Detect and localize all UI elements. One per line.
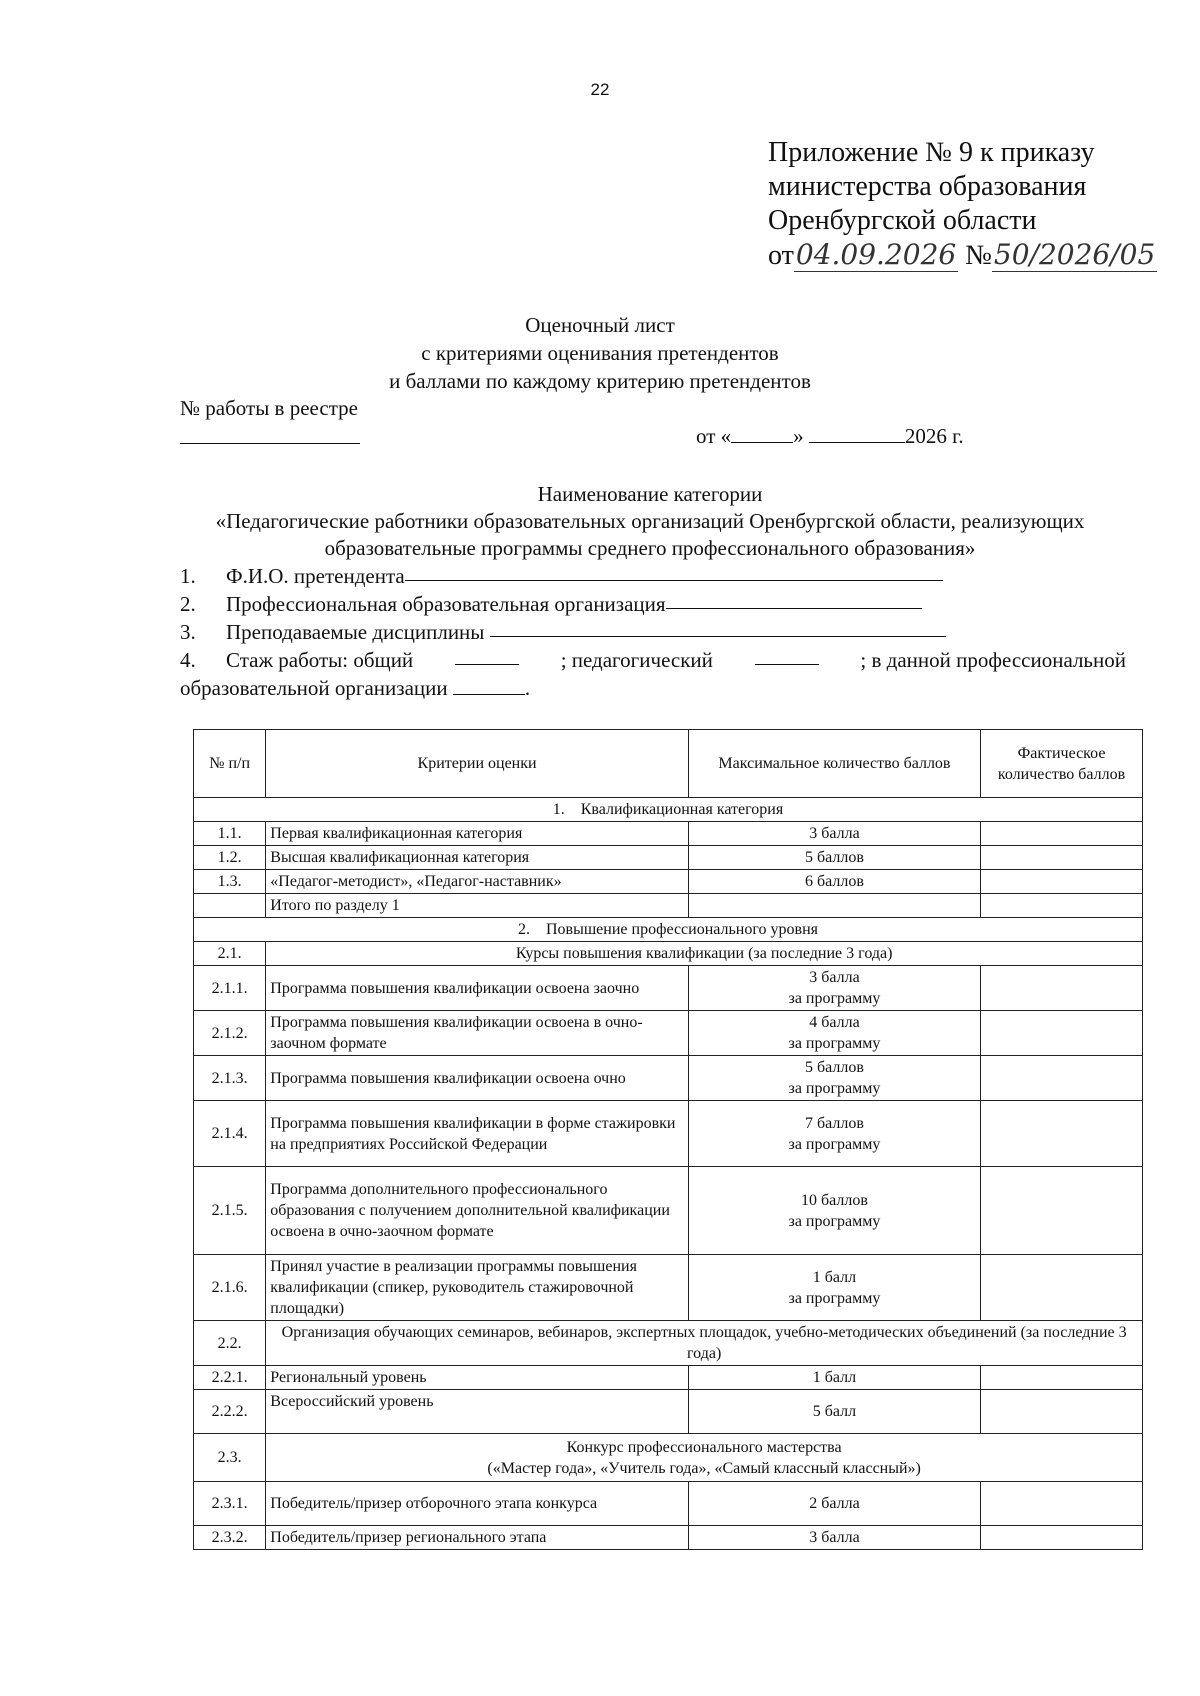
date-line-suffix: 2026 г. — [904, 424, 964, 448]
organization-blank[interactable] — [666, 590, 922, 609]
table-row — [194, 846, 1143, 870]
max-points: 3 балла — [809, 969, 860, 986]
title-line-1: Оценочный лист — [525, 313, 675, 337]
registry-number-blank[interactable] — [180, 443, 360, 444]
subheading-line-2: («Мастер года», «Учитель года», «Самый классный классный») — [487, 1459, 921, 1477]
table-row — [194, 1056, 1143, 1101]
table-row — [194, 1321, 1143, 1366]
experience-pedagogical-label: ; педагогический — [560, 648, 713, 672]
row-max — [688, 1056, 980, 1101]
row-num: 2.1. — [194, 942, 266, 966]
row-max: 1 балл — [688, 1366, 980, 1390]
date-line — [696, 424, 964, 449]
row-criteria: Всероссийский уровень — [266, 1390, 689, 1434]
field-row-experience-cont — [180, 674, 1126, 702]
experience-pedagogical-blank[interactable] — [755, 646, 819, 665]
max-unit: за программу — [788, 1135, 881, 1153]
max-unit: за программу — [788, 1080, 881, 1097]
field-number: 3. — [180, 620, 196, 644]
handwritten-number: 50/2026/05 — [993, 238, 1156, 271]
document-title — [0, 311, 1200, 395]
row-fact-cell[interactable] — [981, 966, 1143, 1011]
row-criteria: Принял участие в реализации программы повышения квалификации (спикер, руководитель стажировочной площадки) — [266, 1255, 689, 1321]
field-row-organization — [180, 590, 1126, 618]
row-fact-cell[interactable] — [981, 1390, 1143, 1434]
date-line-mid: » — [793, 424, 804, 448]
field-label: Преподаваемые дисциплины — [226, 620, 485, 644]
table-row — [194, 1526, 1143, 1550]
category-text: «Педагогические работники образовательных организаций Оренбургской области, реализующих образовательные программы среднего профессионального образования» — [215, 509, 1085, 560]
row-criteria: Программа повышения квалификации освоена очно — [266, 1056, 689, 1101]
row-criteria: Высшая квалификационная категория — [266, 846, 689, 870]
row-max: 2 балла — [688, 1482, 980, 1526]
row-num: 2.1.1. — [194, 966, 266, 1011]
title-line-3: и баллами по каждому критерию претендентов — [389, 369, 811, 393]
field-label: Ф.И.О. претендента — [226, 564, 405, 588]
field-row-disciplines — [180, 618, 1126, 646]
max-points: 4 балла — [809, 1014, 860, 1031]
max-points: 1 балл — [812, 1268, 857, 1286]
max-unit: за программу — [788, 1035, 881, 1052]
row-max — [688, 1167, 980, 1255]
row-max: 5 баллов — [688, 846, 980, 870]
appendix-date-line — [768, 238, 1157, 273]
table-row — [194, 1366, 1143, 1390]
section-title: 1. Квалификационная категория — [194, 798, 1143, 822]
row-num: 1.2. — [194, 846, 266, 870]
table-row — [194, 1482, 1143, 1526]
row-num: 1.1. — [194, 822, 266, 846]
field-label: Профессиональная образовательная организация — [226, 592, 666, 616]
row-fact-cell[interactable] — [981, 1101, 1143, 1167]
row-criteria: «Педагог-методист», «Педагог-наставник» — [266, 870, 689, 894]
row-num: 2.3.1. — [194, 1482, 266, 1526]
appendix-line-2: министерства образования — [768, 171, 1087, 202]
row-max: 6 баллов — [688, 870, 980, 894]
header-max: Максимальное количество баллов — [688, 730, 980, 798]
section-total-label: Итого по разделу 1 — [266, 894, 689, 918]
field-row-experience — [180, 646, 1126, 674]
row-max — [688, 1101, 980, 1167]
experience-org-label: ; в данной профессиональной — [860, 648, 1126, 672]
title-line-2: с критериями оценивания претендентов — [421, 341, 779, 365]
section-row — [194, 918, 1143, 942]
row-criteria: Победитель/призер регионального этапа — [266, 1526, 689, 1550]
row-fact-cell[interactable] — [981, 1056, 1143, 1101]
row-fact-cell[interactable] — [981, 846, 1143, 870]
row-subheading: Курсы повышения квалификации (за последние 3 года) — [266, 942, 1143, 966]
max-points: 7 баллов — [805, 1114, 864, 1132]
row-max: 3 балла — [688, 822, 980, 846]
table-row — [194, 1167, 1143, 1255]
appendix-block — [768, 136, 1157, 273]
field-row-name — [180, 562, 1126, 590]
row-num: 2.3. — [194, 1434, 266, 1482]
day-blank[interactable] — [731, 426, 793, 443]
max-points: 5 баллов — [805, 1059, 864, 1076]
header-criteria: Критерии оценки — [266, 730, 689, 798]
row-fact-cell[interactable] — [981, 1167, 1143, 1255]
disciplines-blank[interactable] — [490, 618, 946, 637]
date-prefix: от — [768, 240, 794, 271]
registry-label: № работы в реестре — [180, 396, 358, 420]
category-block — [190, 481, 1110, 562]
header-num: № п/п — [194, 730, 266, 798]
max-unit: за программу — [788, 1212, 881, 1230]
row-num: 1.3. — [194, 870, 266, 894]
applicant-name-blank[interactable] — [405, 562, 943, 581]
row-num: 2.1.2. — [194, 1011, 266, 1056]
row-num: 2.1.3. — [194, 1056, 266, 1101]
experience-org-blank[interactable] — [453, 676, 525, 695]
row-fact-cell[interactable] — [981, 1011, 1143, 1056]
row-num: 2.2. — [194, 1321, 266, 1366]
table-row-total — [194, 894, 1143, 918]
max-unit: за программу — [788, 990, 881, 1007]
row-num: 2.1.6. — [194, 1255, 266, 1321]
row-criteria: Региональный уровень — [266, 1366, 689, 1390]
experience-total-blank[interactable] — [455, 646, 519, 665]
appendix-line-1: Приложение № 9 к приказу — [768, 137, 1095, 168]
section-total-cell[interactable] — [981, 894, 1143, 918]
table-row — [194, 942, 1143, 966]
field-number: 1. — [180, 564, 196, 588]
row-subheading — [266, 1434, 1143, 1482]
row-fact-cell[interactable] — [981, 1482, 1143, 1526]
row-criteria: Первая квалификационная категория — [266, 822, 689, 846]
criteria-table — [193, 729, 1143, 1550]
row-criteria: Программа повышения квалификации в форме стажировки на предприятиях Российской Федерации — [266, 1101, 689, 1167]
row-criteria: Программа повышения квалификации освоена в очно-заочном формате — [266, 1011, 689, 1056]
subheading-line-1: Конкурс профессионального мастерства — [566, 1438, 842, 1456]
row-max: 5 балл — [688, 1390, 980, 1434]
table-row — [194, 1390, 1143, 1434]
date-line-prefix: от « — [696, 424, 732, 448]
table-row — [194, 1255, 1143, 1321]
header-fact: Фактическое количество баллов — [981, 730, 1143, 798]
max-unit: за программу — [788, 1289, 881, 1307]
row-fact-cell[interactable] — [981, 1366, 1143, 1390]
row-num: 2.3.2. — [194, 1526, 266, 1550]
row-fact-cell[interactable] — [981, 870, 1143, 894]
table-row — [194, 822, 1143, 846]
category-heading: Наименование категории — [537, 482, 763, 506]
field-number: 2. — [180, 592, 196, 616]
table-row — [194, 1011, 1143, 1056]
section-title: 2. Повышение профессионального уровня — [194, 918, 1143, 942]
number-prefix: № — [965, 240, 992, 271]
row-criteria: Программа дополнительного профессионального образования с получением дополнительной квалификации освоена в очно-заочном формате — [266, 1167, 689, 1255]
row-max: 3 балла — [688, 1526, 980, 1550]
experience-total-label: Стаж работы: общий — [226, 648, 414, 672]
table-row — [194, 966, 1143, 1011]
appendix-line-3: Оренбургской области — [768, 205, 1037, 236]
row-max — [688, 1255, 980, 1321]
row-num: 2.1.4. — [194, 1101, 266, 1167]
row-subheading: Организация обучающих семинаров, вебинаров, экспертных площадок, учебно-методических объединений (за последние 3 года) — [266, 1321, 1143, 1366]
field-number: 4. — [180, 648, 196, 672]
handwritten-date: 04.09.2026 — [795, 238, 957, 271]
period: . — [524, 676, 531, 700]
page-number: 22 — [590, 80, 610, 99]
row-num: 2.1.5. — [194, 1167, 266, 1255]
applicant-fields — [180, 562, 1126, 702]
table-row — [194, 870, 1143, 894]
row-num: 2.2.2. — [194, 1390, 266, 1434]
row-criteria: Программа повышения квалификации освоена заочно — [266, 966, 689, 1011]
row-max — [688, 1011, 980, 1056]
max-points: 10 баллов — [801, 1191, 868, 1209]
row-fact-cell[interactable] — [981, 1255, 1143, 1321]
table-header-row — [194, 730, 1143, 798]
experience-org-label-cont: образовательной организации — [180, 676, 448, 700]
table-row — [194, 1434, 1143, 1482]
section-row — [194, 798, 1143, 822]
row-max — [688, 966, 980, 1011]
row-fact-cell[interactable] — [981, 1526, 1143, 1550]
table-row — [194, 1101, 1143, 1167]
month-blank[interactable] — [809, 426, 905, 443]
row-fact-cell[interactable] — [981, 822, 1143, 846]
row-criteria: Победитель/призер отборочного этапа конкурса — [266, 1482, 689, 1526]
row-num: 2.2.1. — [194, 1366, 266, 1390]
